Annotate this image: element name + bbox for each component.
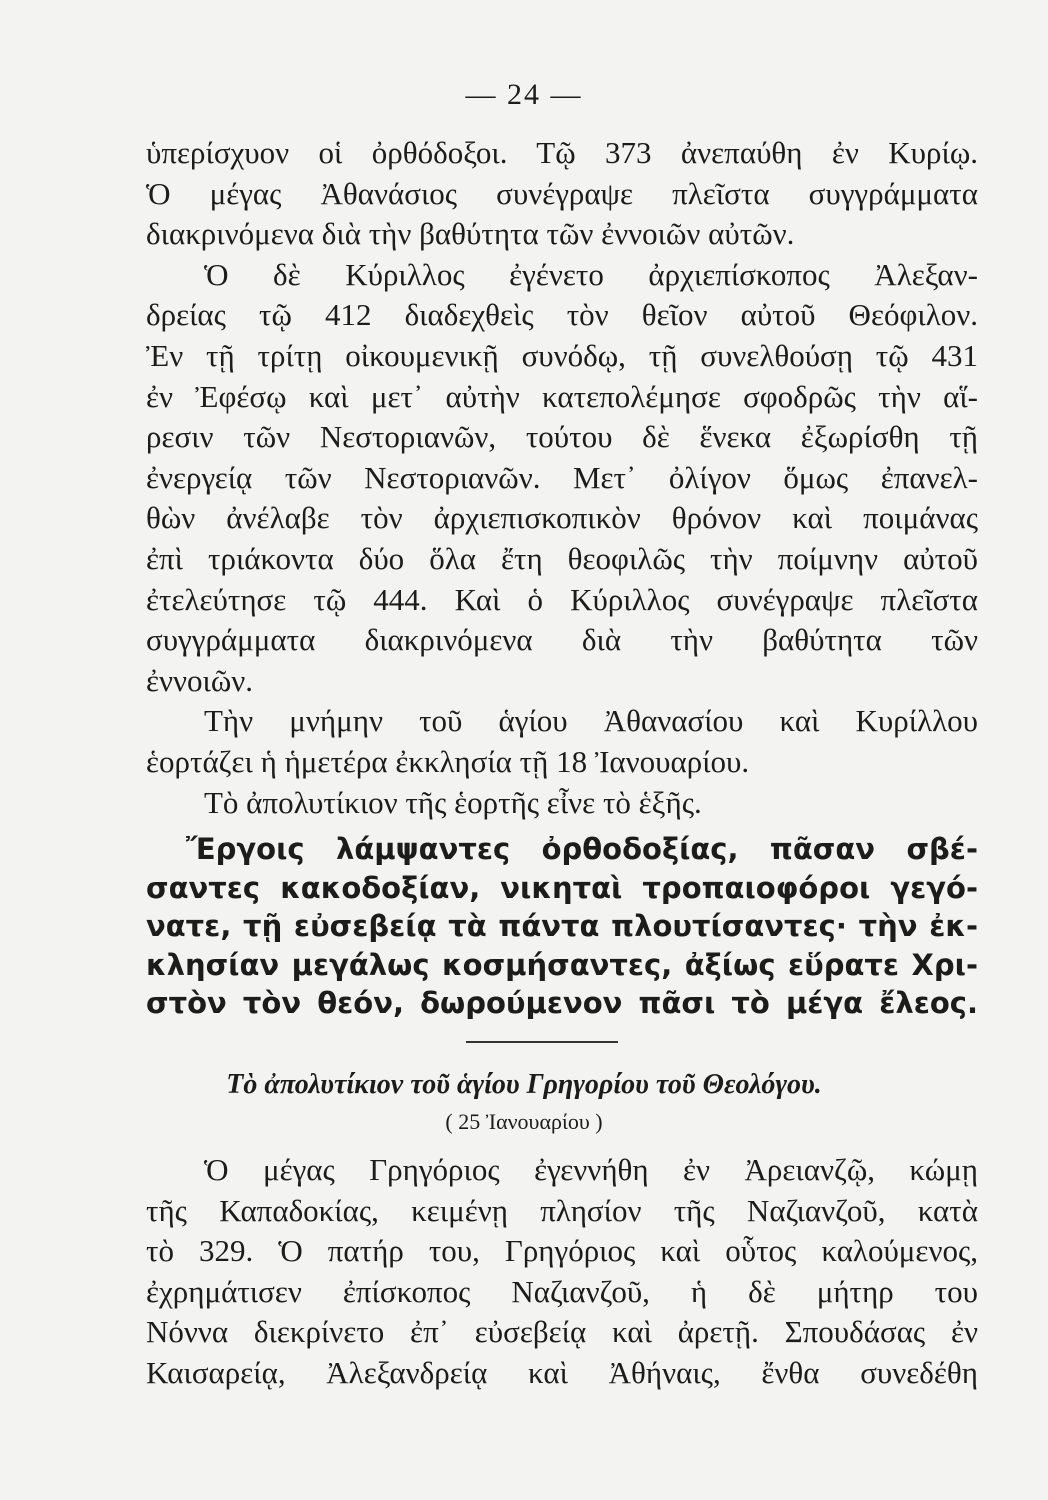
text-line: διακρινόμενα διὰ τὴν βαθύτητα τῶν ἐννοιῶν αὐτῶν. [146, 216, 795, 252]
text-line: ἐχρημάτισεν ἐπίσκοπος Ναζιανζοῦ, ἡ δὲ μήτηρ του [146, 1273, 978, 1309]
text-line: θὼν ἀνέλαβε τὸν ἀρχιεπισκοπικὸν θρόνον καὶ ποιμάνας [146, 500, 978, 536]
text-line: Καισαρείᾳ, Ἀλεξανδρείᾳ καὶ Ἀθήναις, ἔνθα συνεδέθη [146, 1354, 978, 1390]
text-line: Τὴν μνήμην τοῦ ἁγίου Ἀθανασίου καὶ Κυρίλλου [204, 703, 978, 739]
text-line: ἑορτάζει ἡ ἡμετέρα ἐκκλησία τῇ 18 Ἰανουαρίου. [146, 743, 750, 779]
text-line: τῆς Καπαδοκίας, κειμένῃ πλησίον τῆς Ναζιανζοῦ, κατὰ [146, 1192, 978, 1228]
hymn-line: Ἔργοις λάμψαντες ὀρθοδοξίας, πᾶσαν σβέ- [186, 832, 978, 866]
hymn-line: στὸν τὸν θεόν, δωρούμενον πᾶσι τὸ μέγα ἔλεος. [146, 986, 978, 1021]
page-number: — 24 — [465, 78, 583, 111]
text-line: ρεσιν τῶν Νεστοριανῶν, τούτου δὲ ἕνεκα ἐξωρίσθη τῇ [146, 419, 978, 455]
hymn-line: σαντες κακοδοξίαν, νικηταὶ τροπαιοφόροι γεγό- [146, 870, 978, 905]
hymn-apolytikion-text [146, 830, 978, 1023]
text-line: ἐτελεύτησε τῷ 444. Καὶ ὁ Κύριλλος συνέγραψε πλεῖστα [146, 581, 978, 617]
text-line: ἐννοιῶν. [146, 662, 254, 698]
hymn-line: κλησίαν μεγάλως κοσμήσαντες, ἀξίως εὕρατε Χρι- [146, 947, 978, 982]
text-line: τὸ 329. Ὁ πατήρ του, Γρηγόριος καὶ οὗτος καλούμενος, [146, 1233, 978, 1269]
paragraph-athanasius-cyril [146, 133, 978, 823]
text-line: Ὁ δὲ Κύριλλος ἐγένετο ἀρχιεπίσκοπος Ἀλεξαν- [204, 256, 978, 292]
text-line: Ὁ μέγας Ἀθανάσιος συνέγραψε πλεῖστα συγγράμματα [146, 175, 978, 211]
section-title: Τὸ ἀπολυτίκιον τοῦ ἁγίου Γρηγορίου τοῦ Θεολόγου. [226, 1069, 822, 1100]
text-line: Ὁ μέγας Γρηγόριος ἐγεννήθη ἐν Ἀρειανζῷ, κώμῃ [204, 1152, 978, 1187]
text-line: συγγράμματα διακρινόμενα διὰ τὴν βαθύτητα τῶν [146, 622, 978, 658]
text-line: Τὸ ἀπολυτίκιον τῆς ἑορτῆς εἶνε τὸ ἑξῆς. [204, 784, 702, 820]
text-line: δρείας τῷ 412 διαδεχθεὶς τὸν θεῖον αὐτοῦ Θεόφιλον. [146, 297, 978, 333]
section-date: ( 25 Ἰανουαρίου ) [445, 1109, 603, 1134]
text-line: ἐνεργείᾳ τῶν Νεστοριανῶν. Μετ᾽ ὀλίγον ὅμως ἐπανελ- [146, 459, 978, 495]
text-line: ἐν Ἐφέσῳ καὶ μετ᾽ αὐτὴν κατεπολέμησε σφοδρῶς τὴν αἵ- [146, 378, 978, 414]
hymn-line: νατε, τῇ εὐσεβείᾳ τὰ πάντα πλουτίσαντες· τὴν ἐκ- [146, 909, 978, 944]
text-line: ὑπερίσχυον οἱ ὀρθόδοξοι. Τῷ 373 ἀνεπαύθη ἐν Κυρίῳ. [146, 135, 978, 170]
text-line: Νόννα διεκρίνετο ἐπ᾽ εὐσεβείᾳ καὶ ἀρετῇ. Σπουδάσας ἐν [146, 1314, 978, 1350]
section-divider [466, 1041, 618, 1043]
paragraph-gregory [146, 1150, 978, 1394]
text-line: Ἐν τῇ τρίτῃ οἰκουμενικῇ συνόδῳ, τῇ συνελθούσῃ τῷ 431 [146, 337, 978, 373]
text-line: ἐπὶ τριάκοντα δύο ὅλα ἔτη θεοφιλῶς τὴν ποίμνην αὐτοῦ [146, 540, 978, 576]
